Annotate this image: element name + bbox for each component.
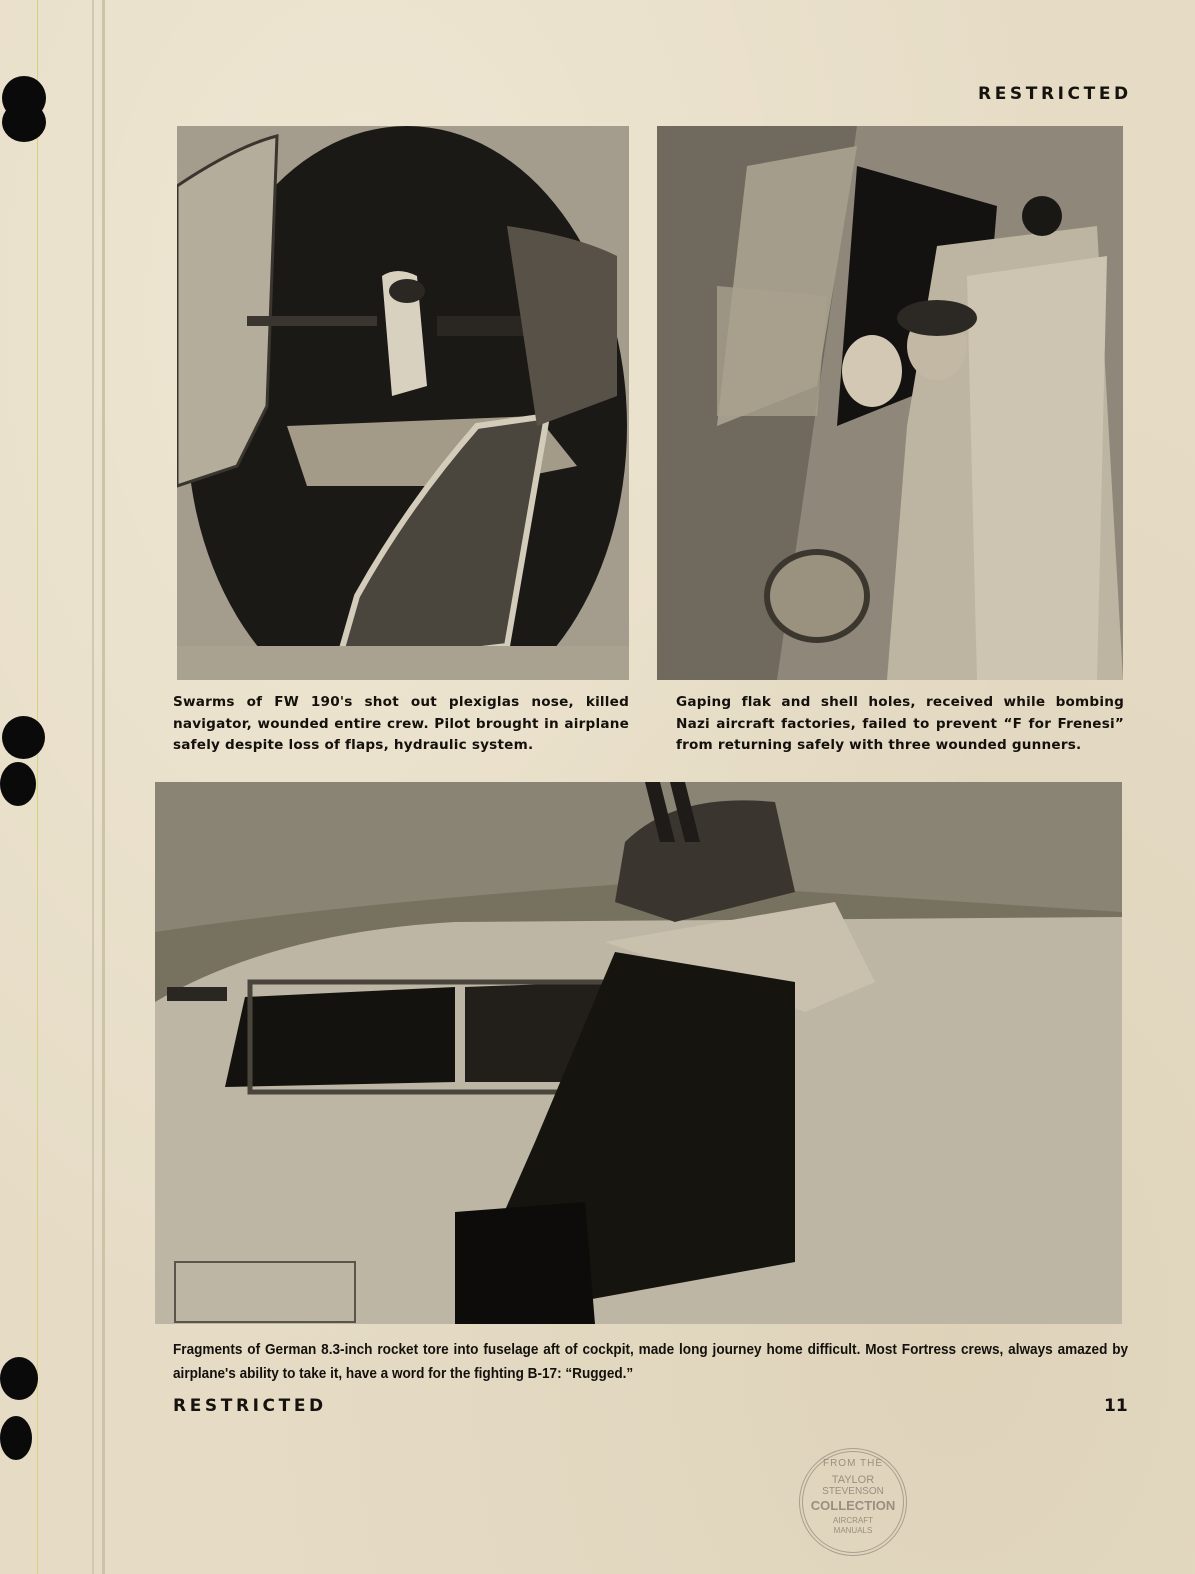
binder-hole [2,716,45,759]
binding-line [37,0,38,1574]
binding-line [92,0,94,1574]
photo-flak-hole [657,126,1123,680]
photo-fuselage-damage [155,782,1122,1324]
stamp-line: STEVENSON [822,1486,884,1497]
binder-hole [0,1357,38,1400]
binder-hole [0,1416,32,1460]
caption-fuselage: Fragments of German 8.3-inch rocket tore into fuselage aft of cockpit, made long journey home difficult. Most Fortress crews, always amazed by airplane's ability to take it, have a word for the fighting B-17: “Rugged.” [173,1342,1129,1382]
stamp-line: TAYLOR [831,1474,875,1486]
binding-line [102,0,105,1574]
photo-hole-image [657,126,1123,680]
photo-nose-image [177,126,629,680]
stamp-line: FROM THE [822,1458,884,1469]
header-restricted-label: RESTRICTED [978,84,1132,104]
caption-flak-hole: Gaping flak and shell holes, received while bombing Nazi aircraft factories, failed to prevent “F for Frenesi” from returning safely with three wounded gunners. [676,694,1124,753]
photo-fuselage-image [155,782,1122,1324]
page-number: 11 [1104,1396,1128,1416]
caption-nose: Swarms of FW 190's shot out plexiglas nose, killed navigator, wounded entire crew. Pilot brought in airplane safely despite loss of flaps, hydraulic system. [173,694,629,753]
collection-stamp [799,1448,907,1556]
footer-restricted-label: RESTRICTED [173,1396,327,1416]
binder-hole [0,762,36,806]
stamp-line: COLLECTION [810,1498,896,1513]
stamp-line: AIRCRAFT [833,1516,873,1525]
stamp-line: MANUALS [833,1526,873,1535]
binder-hole [2,102,46,142]
photo-plexiglas-nose [177,126,629,680]
